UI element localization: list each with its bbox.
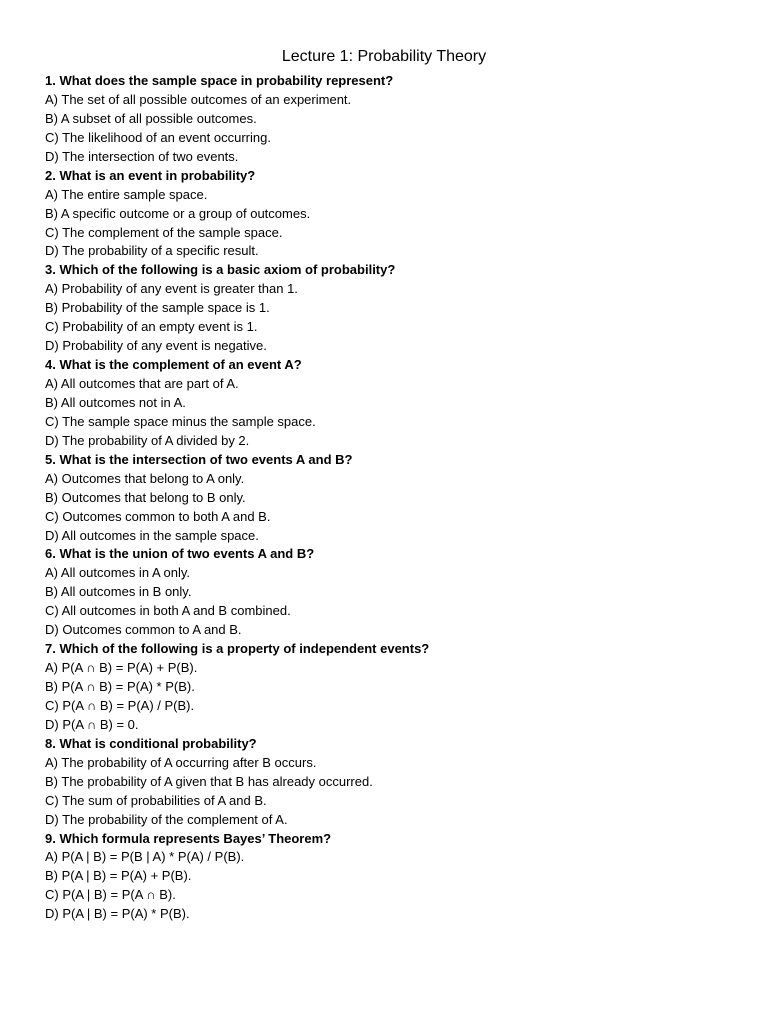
question-text: 7. Which of the following is a property of independent events?: [45, 641, 430, 657]
answer-option: A) All outcomes that are part of A.: [45, 376, 239, 391]
answer-option: A) Outcomes that belong to A only.: [45, 470, 245, 486]
answer-option: A) The entire sample space.: [45, 186, 208, 202]
answer-option: B) All outcomes not in A.: [45, 394, 186, 410]
answer-option: A) The probability of A occurring after B occurs.: [45, 754, 317, 770]
answer-option: B) All outcomes in B only.: [45, 584, 192, 600]
answer-option: B) Probability of the sample space is 1.: [45, 300, 270, 316]
question-text: 1. What does the sample space in probability represent?: [45, 73, 394, 88]
answer-option: D) The intersection of two events.: [45, 148, 239, 164]
answer-option: B) Outcomes that belong to B only.: [45, 489, 246, 505]
question-text: 2. What is an event in probability?: [45, 167, 256, 183]
answer-option: C) All outcomes in both A and B combined.: [45, 603, 291, 619]
answer-option: C) The complement of the sample space.: [45, 224, 283, 240]
answer-option: A) The set of all possible outcomes of an experiment.: [45, 91, 352, 107]
question-text: 6. What is the union of two events A and B?: [45, 546, 315, 562]
answer-option: B) A subset of all possible outcomes.: [45, 110, 257, 126]
answer-option: D) The probability of a specific result.: [45, 243, 259, 259]
question-text: 8. What is conditional probability?: [45, 735, 257, 751]
answer-option: D) The probability of A divided by 2.: [45, 432, 250, 448]
answer-option: B) P(A | B) = P(A) + P(B).: [45, 868, 192, 884]
answer-option: D) P(A ∩ B) = 0.: [45, 716, 139, 732]
question-list: [45, 72, 745, 924]
answer-option: C) Outcomes common to both A and B.: [45, 508, 271, 524]
answer-option: A) P(A ∩ B) = P(A) + P(B).: [45, 660, 198, 676]
answer-option: C) The sum of probabilities of A and B.: [45, 792, 267, 808]
answer-option: C) The likelihood of an event occurring.: [45, 129, 271, 145]
answer-option: C) P(A | B) = P(A ∩ B).: [45, 887, 176, 903]
answer-option: D) Probability of any event is negative.: [45, 338, 267, 354]
answer-option: D) P(A | B) = P(A) * P(B).: [45, 906, 190, 922]
question-text: 5. What is the intersection of two events A and B?: [45, 451, 353, 467]
answer-option: B) P(A ∩ B) = P(A) * P(B).: [45, 679, 195, 694]
question-text: 4. What is the complement of an event A?: [45, 357, 302, 373]
answer-option: C) P(A ∩ B) = P(A) / P(B).: [45, 697, 195, 713]
answer-option: D) All outcomes in the sample space.: [45, 527, 259, 543]
answer-option: C) Probability of an empty event is 1.: [45, 319, 258, 335]
answer-option: D) Outcomes common to A and B.: [45, 622, 242, 638]
answer-option: A) All outcomes in A only.: [45, 565, 190, 581]
answer-option: C) The sample space minus the sample space.: [45, 413, 316, 429]
answer-option: D) The probability of the complement of A.: [45, 811, 288, 827]
answer-option: B) The probability of A given that B has already occurred.: [45, 773, 373, 789]
question-text: 3. Which of the following is a basic axiom of probability?: [45, 262, 396, 278]
answer-option: A) Probability of any event is greater than 1.: [45, 281, 298, 297]
answer-option: B) A specific outcome or a group of outcomes.: [45, 205, 311, 221]
page-title: Lecture 1: Probability Theory: [281, 48, 487, 65]
question-text: 9. Which formula represents Bayes’ Theorem?: [45, 830, 332, 846]
answer-option: A) P(A | B) = P(B | A) * P(A) / P(B).: [45, 849, 245, 865]
